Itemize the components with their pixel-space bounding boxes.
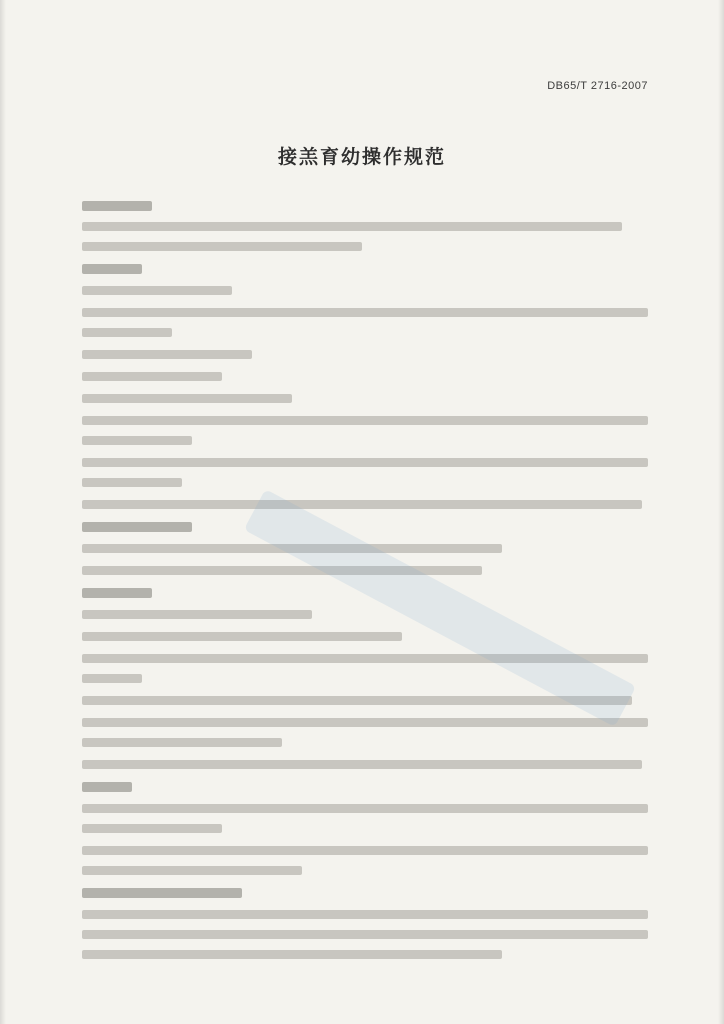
text-line <box>82 416 648 425</box>
text-line <box>82 308 648 317</box>
watermark-stamp <box>244 489 636 727</box>
text-line <box>82 328 172 337</box>
text-line <box>82 824 222 833</box>
text-line <box>82 522 192 532</box>
text-line <box>82 458 648 467</box>
text-line <box>82 846 648 855</box>
text-line <box>82 500 642 509</box>
text-line <box>82 760 642 769</box>
text-line <box>82 888 242 898</box>
text-line <box>82 674 142 683</box>
text-line <box>82 632 402 641</box>
text-line <box>82 782 132 792</box>
text-line <box>82 866 302 875</box>
text-line <box>82 718 648 727</box>
text-line <box>82 804 648 813</box>
text-line <box>82 394 292 403</box>
text-line <box>82 696 632 705</box>
text-line <box>82 930 648 939</box>
text-line <box>82 738 282 747</box>
text-line <box>82 350 252 359</box>
text-line <box>82 910 648 919</box>
text-line <box>82 372 222 381</box>
document-title: 接羔育幼操作规范 <box>277 146 446 168</box>
text-line <box>82 610 312 619</box>
standard-code: DB65/T 2716-2007 <box>547 80 648 92</box>
text-line <box>82 242 362 251</box>
text-line <box>82 264 142 274</box>
text-line <box>82 436 192 445</box>
text-line <box>82 201 152 211</box>
text-line <box>82 950 502 959</box>
text-line <box>82 222 622 231</box>
text-line <box>82 286 232 295</box>
text-line <box>82 478 182 487</box>
text-line <box>82 588 152 598</box>
